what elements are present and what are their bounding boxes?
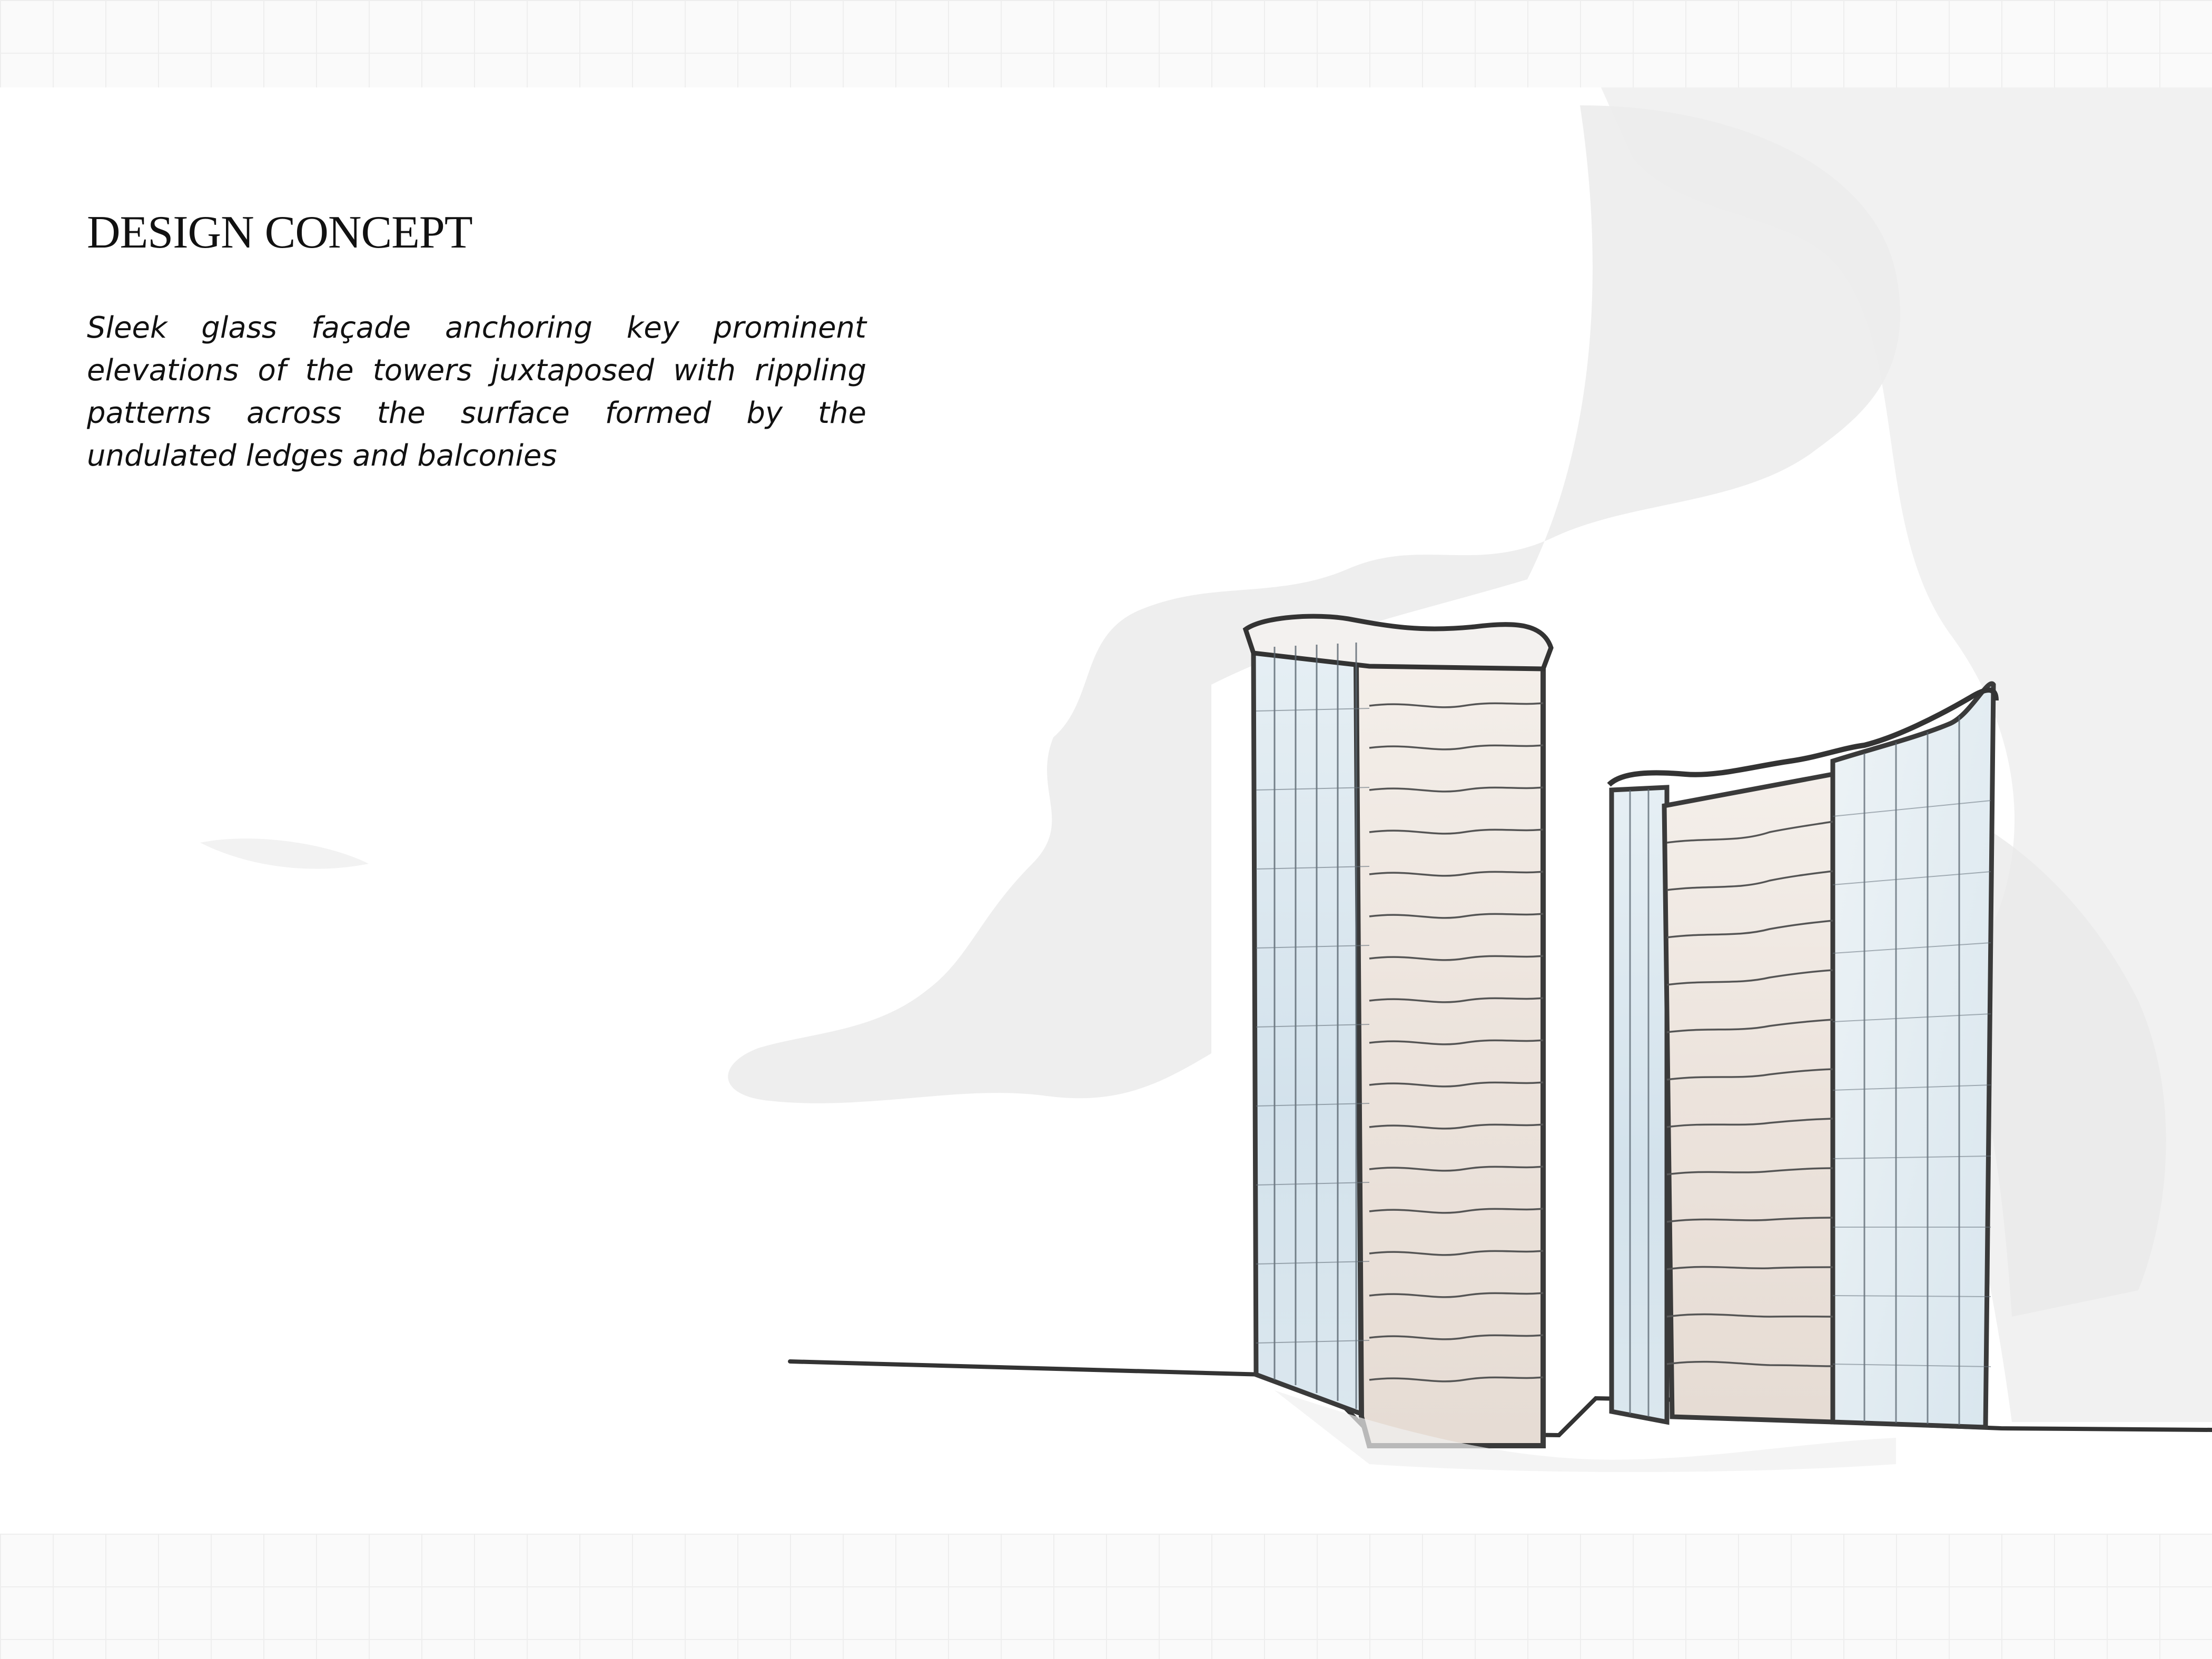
left-tower <box>1246 616 1551 1446</box>
right-tower <box>1609 684 1996 1427</box>
page-title: DESIGN CONCEPT <box>87 207 472 258</box>
design-description: Sleek glass façade anchoring key prominent elevations of the towers juxtaposed with rippling patterns across the surface formed by the undulated ledges and balconies <box>87 311 866 473</box>
